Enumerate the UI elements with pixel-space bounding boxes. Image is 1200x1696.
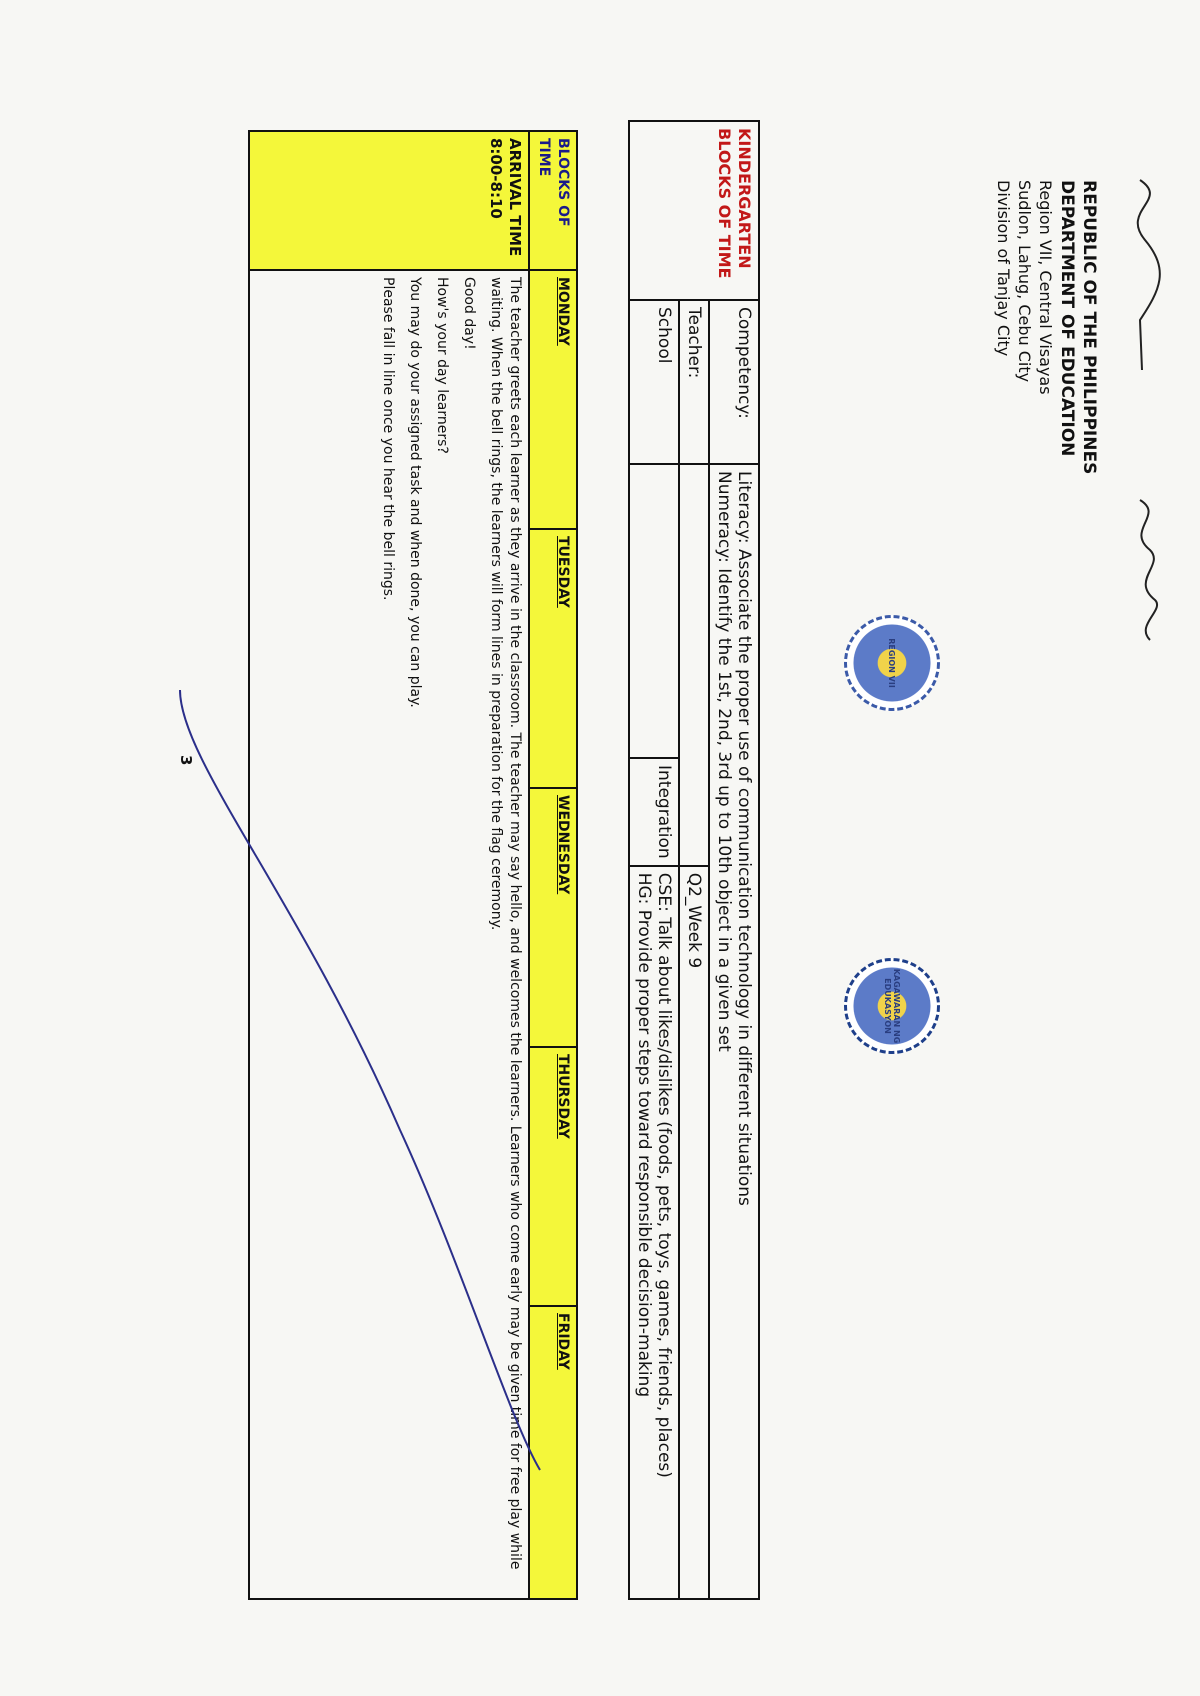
department-line: DEPARTMENT OF EDUCATION (1057, 180, 1077, 457)
day-wednesday: WEDNESDAY (529, 788, 577, 1047)
address-line: Sudlon, Lahug, Cebu City (1015, 180, 1034, 383)
arrival-time: 8:00-8:10 (487, 138, 505, 219)
day-tuesday: TUESDAY (529, 529, 577, 788)
grade-label: KINDERGARTEN BLOCKS OF TIME (629, 121, 759, 300)
competency-literacy: Literacy: Associate the proper use of communication technology in different situations (734, 471, 754, 1206)
integration-hg: HG: Provide proper steps toward responsible decision-making (634, 872, 654, 1398)
week-value: Q2_Week 9 (679, 866, 709, 1599)
arrival-line-1: Good day! (461, 277, 477, 350)
day-thursday: THURSDAY (529, 1047, 577, 1306)
blocks-of-time-header: BLOCKS OF TIME (529, 131, 577, 270)
deped-seal-icon: KAGAWARAN NG EDUKASYON (844, 958, 940, 1054)
division-line: Division of Tanjay City (994, 180, 1013, 357)
integration-label: Integration (629, 758, 679, 866)
arrival-label: ARRIVAL TIME (506, 138, 524, 257)
page-number: 3 (177, 755, 195, 766)
integration-cse: CSE: Talk about likes/dislikes (foods, pets, toys, games, friends, places) (654, 872, 674, 1478)
day-friday: FRIDAY (529, 1306, 577, 1599)
arrival-line-2: How's your day learners? (434, 277, 450, 454)
competency-numeracy: Numeracy: Identify the 1st, 2nd, 3rd up to 10th object in a given set (714, 471, 734, 1052)
arrival-line-3: You may do your assigned task and when done, you can play. (407, 277, 423, 708)
region-seal-icon: REGION VII (844, 615, 940, 711)
competency-label: Competency: (709, 300, 759, 464)
region-line: Region VII, Central Visayas (1036, 180, 1055, 395)
arrival-line-4: Please fall in line once you hear the bell rings. (380, 277, 396, 601)
arrival-description: The teacher greets each learner as they arrive in the classroom. The teacher may say hello, and welcomes the learners. Learners who come early may be given time for free play while waiting. When the bell rings, the learners will form lines in preparation for the flag ceremony. (488, 277, 523, 1570)
republic-line: REPUBLIC OF THE PHILIPPINES (1079, 180, 1099, 475)
school-label: School (629, 300, 679, 464)
day-monday: MONDAY (529, 270, 577, 529)
teacher-label: Teacher: (679, 300, 709, 464)
